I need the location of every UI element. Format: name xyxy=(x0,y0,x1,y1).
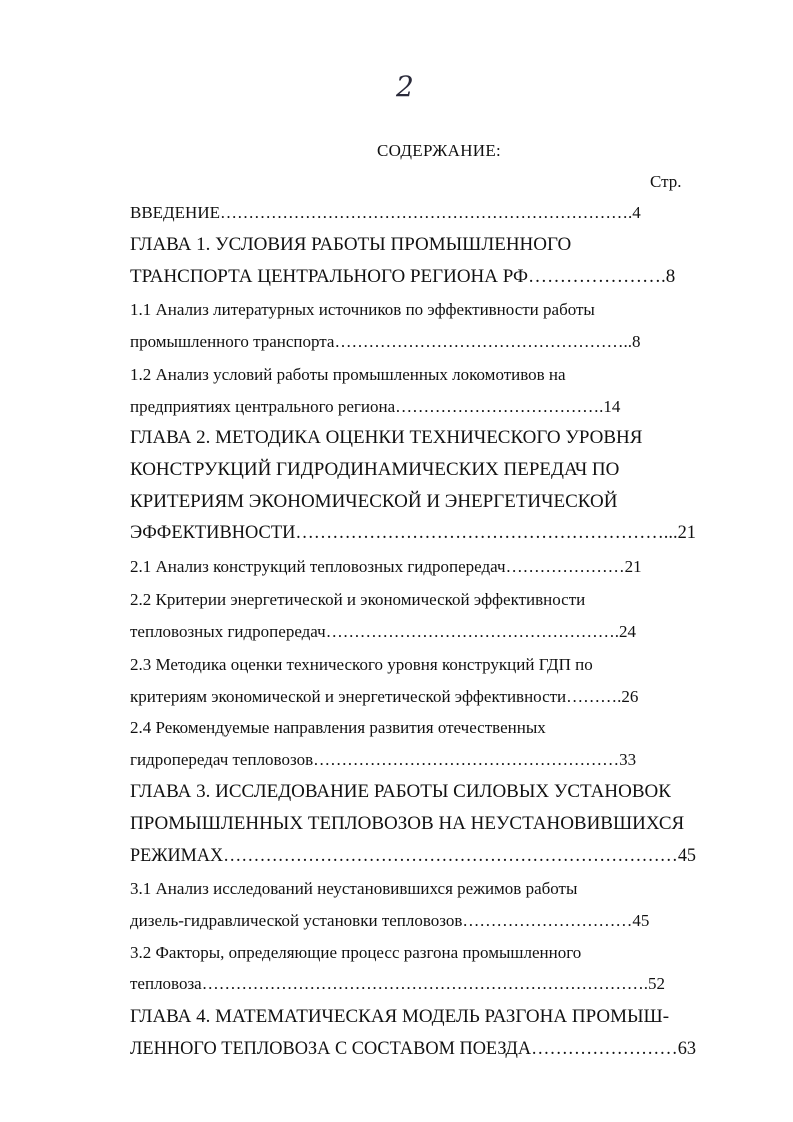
toc-line-chapter2-d: ЭФФЕКТИВНОСТИ……………………………………………………...21 xyxy=(130,522,697,543)
toc-line-3-1-a: 3.1 Анализ исследований неустановившихся режимов работы xyxy=(130,879,578,898)
toc-line-2-2-a: 2.2 Критерии энергетической и экономической эффективности xyxy=(130,590,586,609)
toc-line-chapter3-b: ПРОМЫШЛЕННЫХ ТЕПЛОВОЗОВ НА НЕУСТАНОВИВШИХСЯ xyxy=(130,813,685,834)
toc-line-chapter3-c: РЕЖИМАХ…………………………………………………………………45 xyxy=(130,845,697,866)
toc-line-chapter1-a: ГЛАВА 1. УСЛОВИЯ РАБОТЫ ПРОМЫШЛЕННОГО xyxy=(130,234,572,255)
toc-line-3-2-a: 3.2 Факторы, определяющие процесс разгона промышленного xyxy=(130,943,582,962)
toc-line-2-3-a: 2.3 Методика оценки технического уровня конструкций ГДП по xyxy=(130,655,593,674)
toc-line-1-1-a: 1.1 Анализ литературных источников по эффективности работы xyxy=(130,300,595,319)
toc-line-3-2-b: тепловоза…………………………………………………………………….52 xyxy=(130,974,665,993)
toc-line-1-2-b: предприятиях центрального региона……………………………….14 xyxy=(130,397,621,416)
toc-line-introduction: ВВЕДЕНИЕ……………………………………………………………….4 xyxy=(130,203,641,222)
page-column-label: Стр. xyxy=(650,172,682,191)
toc-line-2-1: 2.1 Анализ конструкций тепловозных гидропередач…………………21 xyxy=(130,557,642,576)
toc-line-2-4-a: 2.4 Рекомендуемые направления развития отечественных xyxy=(130,718,546,737)
toc-line-chapter3-a: ГЛАВА 3. ИССЛЕДОВАНИЕ РАБОТЫ СИЛОВЫХ УСТАНОВОК xyxy=(130,781,671,802)
toc-line-chapter2-b: КОНСТРУКЦИЙ ГИДРОДИНАМИЧЕСКИХ ПЕРЕДАЧ ПО xyxy=(130,459,620,480)
toc-line-chapter2-c: КРИТЕРИЯМ ЭКОНОМИЧЕСКОЙ И ЭНЕРГЕТИЧЕСКОЙ xyxy=(130,491,618,512)
toc-line-chapter4-a: ГЛАВА 4. МАТЕМАТИЧЕСКАЯ МОДЕЛЬ РАЗГОНА ПРОМЫШ- xyxy=(130,1006,670,1027)
toc-line-1-1-b: промышленного транспорта……………………………………………..8 xyxy=(130,332,641,351)
toc-line-2-4-b: гидропередач тепловозов………………………………………………33 xyxy=(130,750,637,769)
toc-line-chapter4-b: ЛЕННОГО ТЕПЛОВОЗА С СОСТАВОМ ПОЕЗДА……………………63 xyxy=(130,1038,697,1059)
toc-line-3-1-b: дизель-гидравлической установки тепловозов…………………………45 xyxy=(130,911,650,930)
toc-line-chapter1-b: ТРАНСПОРТА ЦЕНТРАЛЬНОГО РЕГИОНА РФ………………….8 xyxy=(130,266,676,287)
toc-line-2-2-b: тепловозных гидропередач…………………………………………….24 xyxy=(130,622,636,641)
toc-title: СОДЕРЖАНИЕ: xyxy=(377,141,502,160)
toc-line-1-2-a: 1.2 Анализ условий работы промышленных локомотивов на xyxy=(130,365,566,384)
toc-line-2-3-b: критериям экономической и энергетической эффективности……….26 xyxy=(130,687,639,706)
page-number: 2 xyxy=(396,70,414,103)
toc-line-chapter2-a: ГЛАВА 2. МЕТОДИКА ОЦЕНКИ ТЕХНИЧЕСКОГО УРОВНЯ xyxy=(130,427,643,448)
